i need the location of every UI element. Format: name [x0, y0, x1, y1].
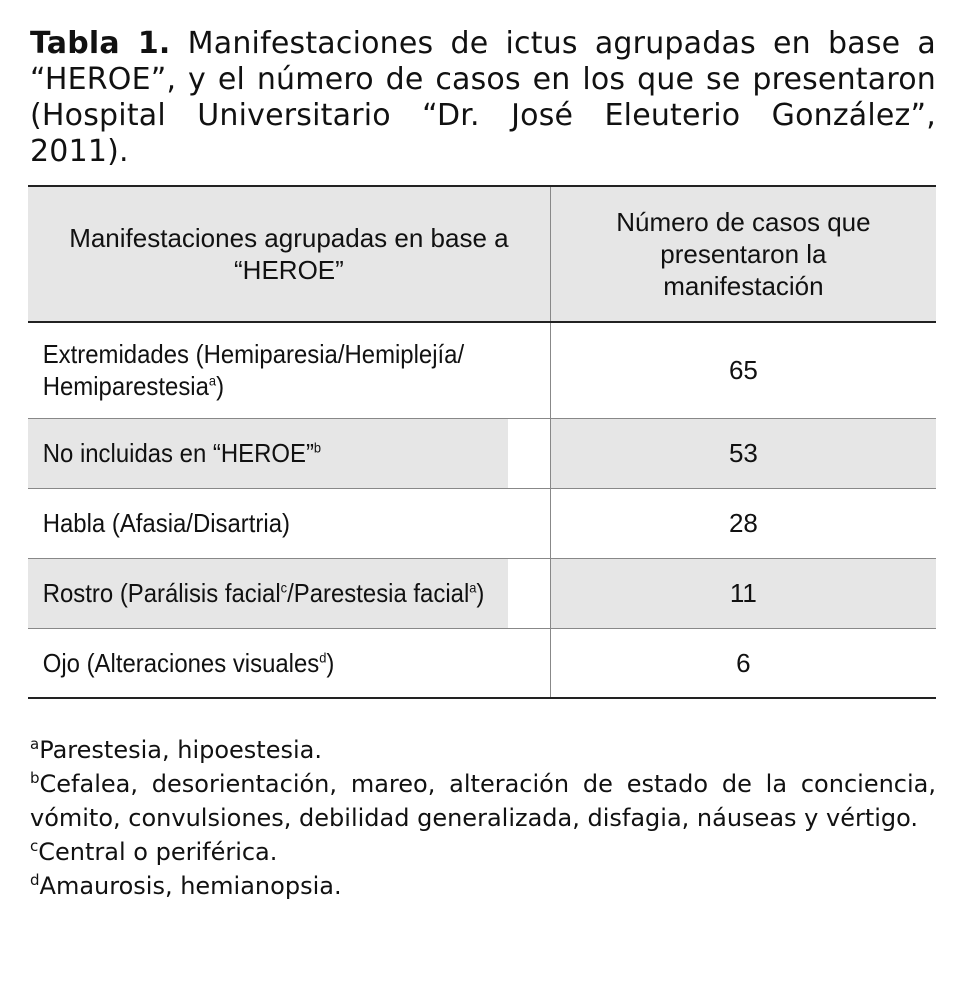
- caption-label: Tabla 1.: [30, 26, 171, 61]
- row-manifestation: Extremidades (Hemiparesia/Hemiplejía/ Hemiparestesia$^a$): [28, 322, 509, 418]
- header-case-count: Número de casos que presentaron la manifestación: [550, 186, 936, 322]
- row-manifestation: Habla (Afasia/Disartria): [28, 488, 509, 558]
- table-row: [28, 488, 936, 558]
- table-row: [28, 418, 936, 488]
- table-row: [28, 628, 936, 698]
- caption-text: Manifestaciones de ictus agrupadas en base a “HEROE”, y el número de casos en los que se presentaron (Hospital Universitario “Dr. José Eleuterio González”, 2011).: [30, 26, 936, 169]
- footnotes: [30, 733, 936, 903]
- row-count: 65: [550, 322, 936, 418]
- row-manifestation: Ojo (Alteraciones visuales$^d$): [28, 628, 509, 698]
- row-count: 11: [550, 558, 936, 628]
- table-row: [28, 322, 936, 418]
- row-count: 6: [550, 628, 936, 698]
- table-row: [28, 558, 936, 628]
- row-manifestation: No incluidas en “HEROE”$^b$: [28, 418, 509, 488]
- footnote: $^a$Parestesia, hipoestesia.: [30, 735, 322, 764]
- footnote: $^b$Cefalea, desorientación, mareo, alteración de estado de la conciencia, vómito, convulsiones, debilidad generalizada, disfagia, náuseas y vértigo.: [30, 769, 936, 832]
- row-count: 28: [550, 488, 936, 558]
- row-manifestation: Rostro (Parálisis facial$^c$/Parestesia facial$^a$): [28, 558, 509, 628]
- footnote: $^c$Central o periférica.: [30, 837, 278, 866]
- table-caption: [30, 26, 936, 170]
- row-count: 53: [550, 418, 936, 488]
- header-manifestations: Manifestaciones agrupadas en base a “HEROE”: [28, 186, 550, 322]
- footnote: $^d$Amaurosis, hemianopsia.: [30, 871, 342, 900]
- data-table: [28, 185, 936, 699]
- table-header-row: [28, 186, 936, 322]
